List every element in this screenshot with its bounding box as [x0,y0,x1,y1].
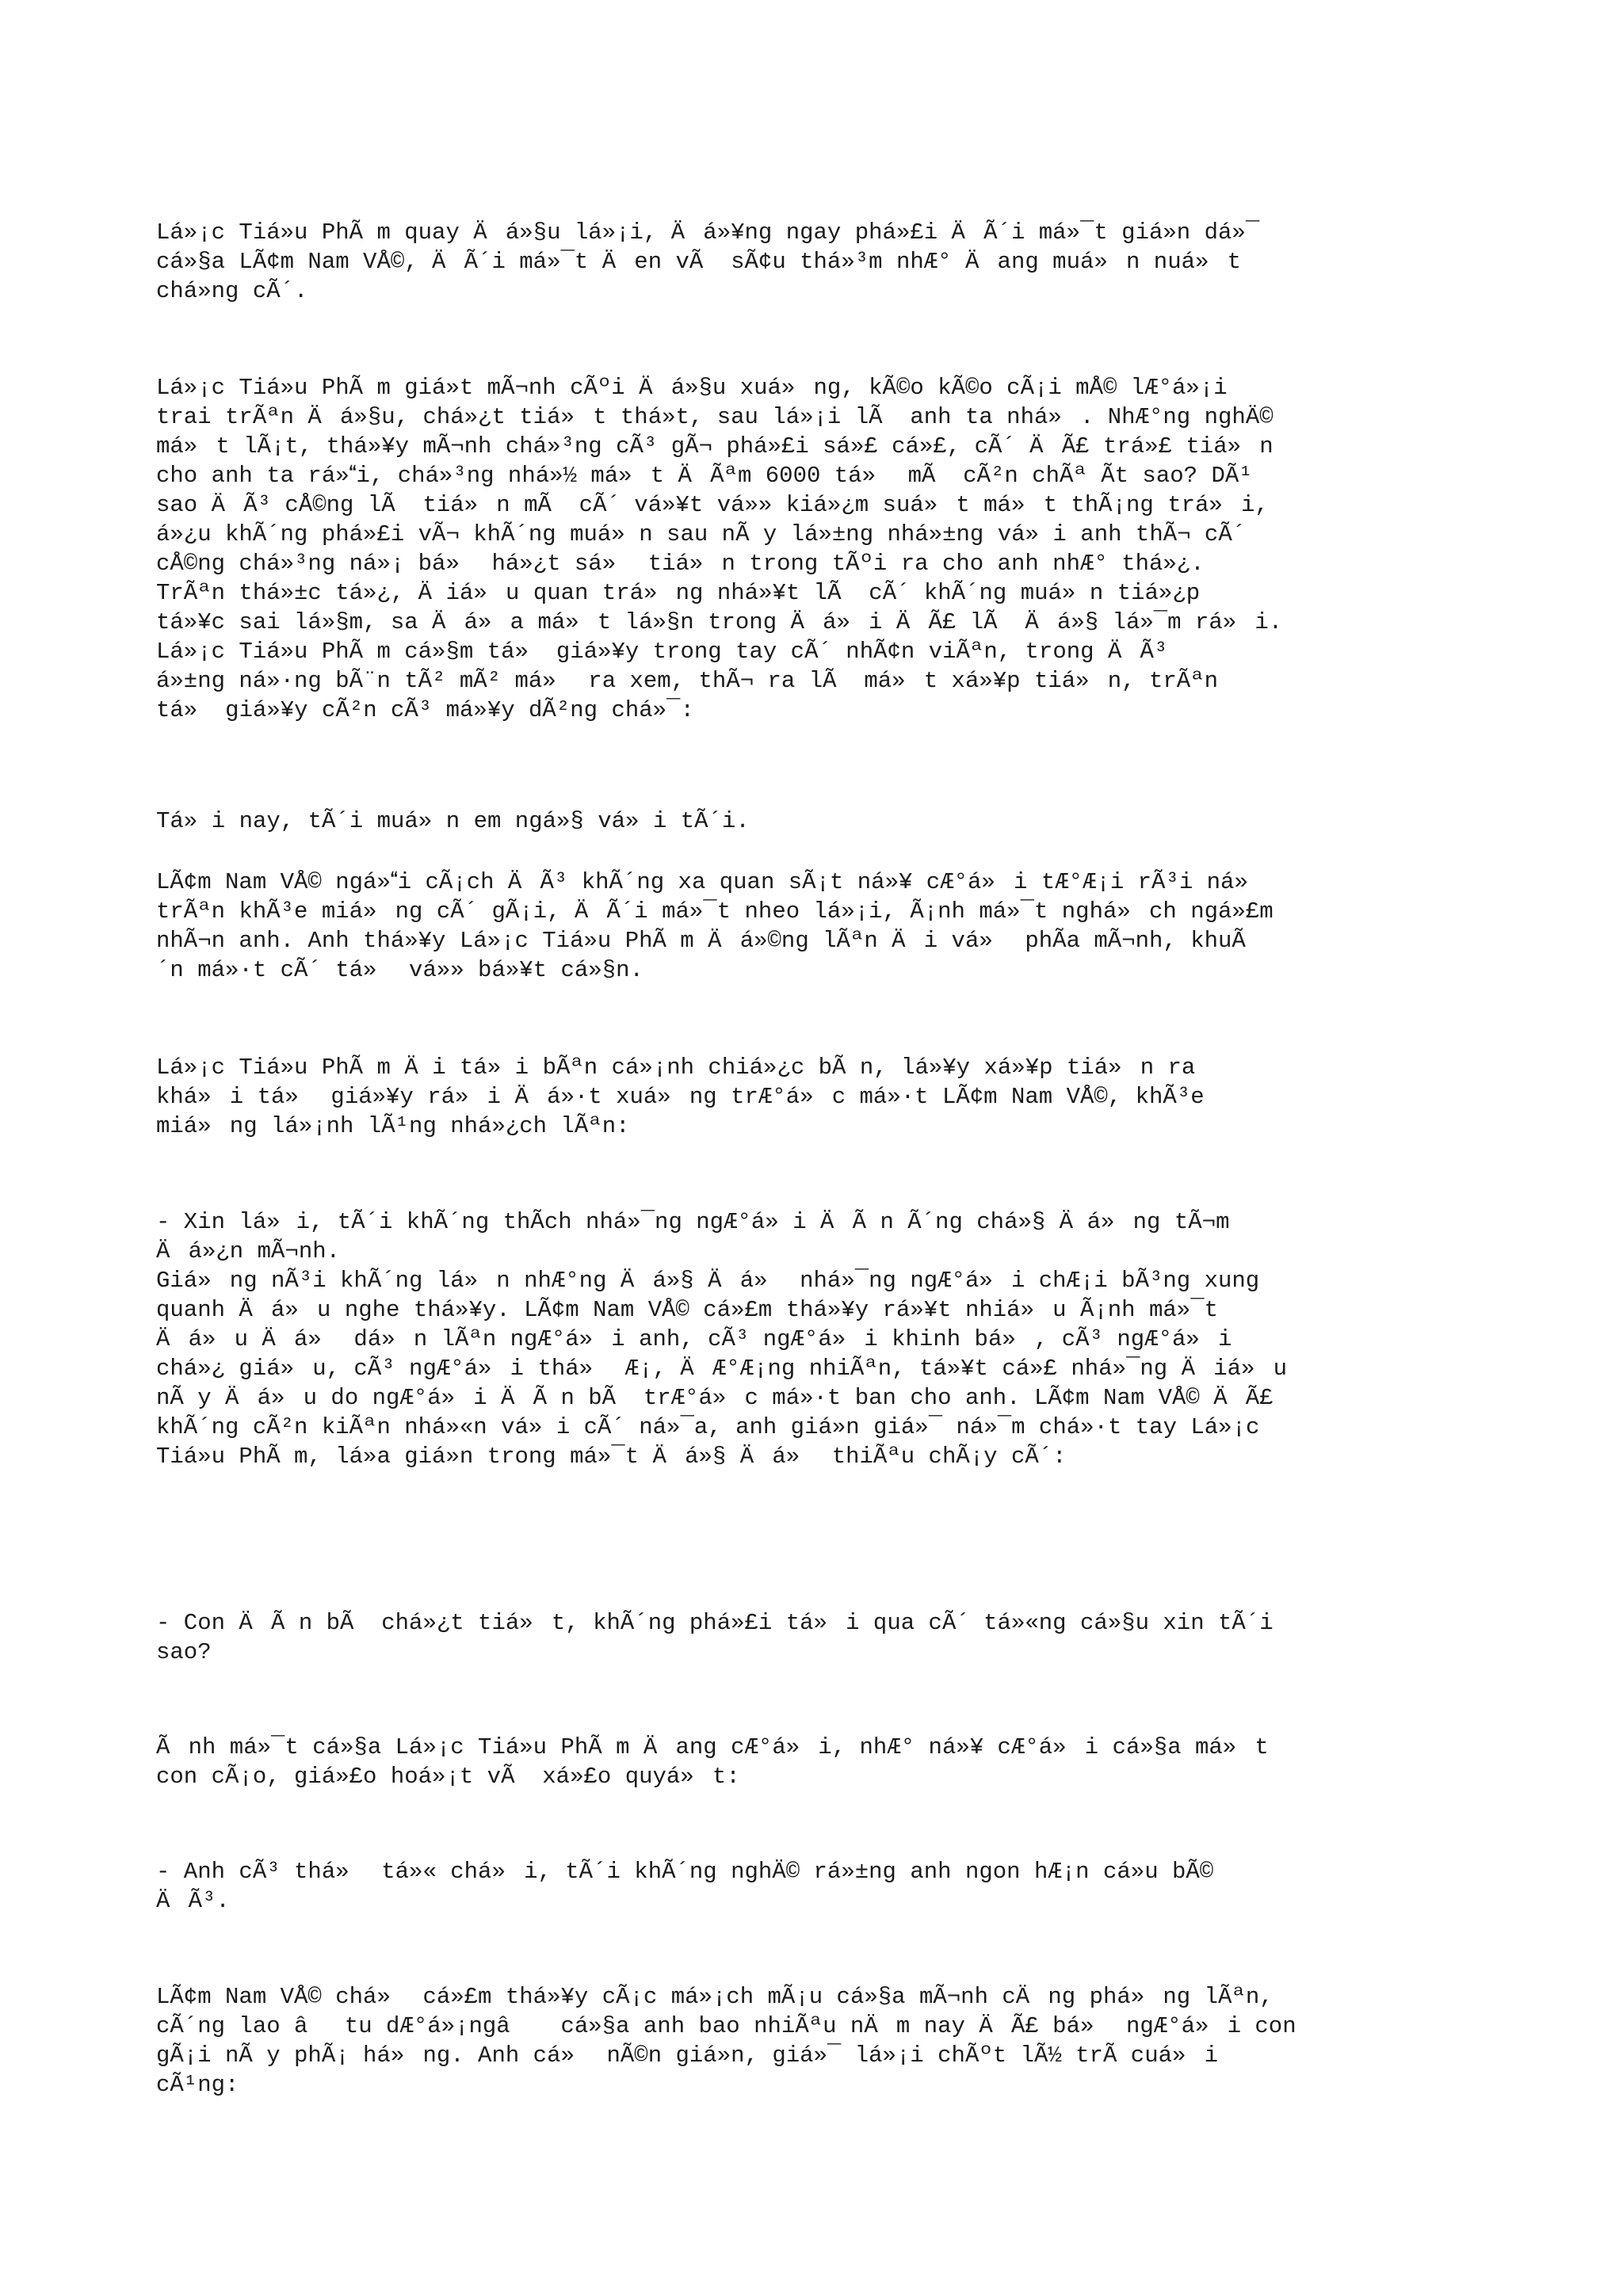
paragraph-1: Lá»¡c Tiá»u PhÃ m quay Äá»§u lá»¡i, Äá»¥ng ngay phá»£i ÄÃ´i má»¯t giá»n dá»¯ cá»§a LÃ¢m Nam VÅ©, ÄÃ´i má»¯t Äen vÃ sÃ¢u thá»³m nhÆ° Äang muá»n nuá»t chá»ng cÃ´. [156,219,1260,304]
paragraph-7: - Con ÄÃ n bÃ chá»¿t tiá»t, khÃ´ng phá»£i tá»i qua cÃ´ tá»«ng cá»§u xin tÃ´i sao? [156,1610,1274,1665]
paragraph-5: Lá»¡c Tiá»u PhÃ m Äi tá»i bÃªn cá»¡nh chiá»¿c bÃ n, lá»¥y xá»¥p tiá»n ra khá»i tá» giá»¥y rá»i Äá»·t xuá»ng trÆ°á»c má»·t LÃ¢m Nam VÅ©, khÃ³e miá»ng lá»¡nh lÃ¹ng nhá»¿ch lÃªn: [156,1055,1205,1139]
paragraph-4: LÃ¢m Nam VÅ© ngá»i cÃ¡ch ÄÃ³ khÃ´ng xa quan sÃ¡t ná»¥ cÆ°á»i tÆ°Æ¡i rÃ³i ná» trÃªn khÃ³e miá»ng cÃ´ gÃ¡i, ÄÃ´i má»¯t nheo lá»¡i, Ã¡nh má»¯t nghá»ch ngá»£m nhÃ¬n anh. Anh thá»¥y Lá»¡c Tiá»u PhÃ m Äá»©ng lÃªn Äi vá» phÃa mÃ¬nh, khuÃ ´n má»·t cÃ´ tá» vá»» bá»¥t cá»§n. [156,869,1274,983]
paragraph-6: - Xin lá»i, tÃ´i khÃ´ng thÃch nhá»¯ng ngÆ°á»i ÄÃ n Ã´ng chá»§ Äá»ng tÃ¬m Äá»¿n mÃ¬nh. Giá»ng nÃ³i khÃ´ng lá»n nhÆ°ng Äá»§ Äá» nhá»¯ng ngÆ°á»i chÆ¡i bÃ³ng xung quanh Äá»u nghe thá»¥y. LÃ¢m Nam VÅ© cá»£m thá»¥y rá»¥t nhiá»u Ã¡nh má»¯t Äá»u Äá» dá»n lÃªn ngÆ°á»i anh, cÃ³ ngÆ°á»i khinh bá», cÃ³ ngÆ°á»i chá»¿ giá» u, cÃ³ ngÆ°á»i thá» Æ¡, ÄÆ°Æ¡ng nhiÃªn, tá»¥t cá»£ nhá»¯ng Äiá»u nÃ y Äá»u do ngÆ°á»i ÄÃ n bÃ trÆ°á»c má»·t ban cho anh. LÃ¢m Nam VÅ© ÄÃ£ khÃ´ng cÃ²n kiÃªn nhá»«n vá»i cÃ´ ná»¯a, anh giá»n giá»¯ ná»¯m chá»·t tay Lá»¡c Tiá»u PhÃ m, lá»a giá»n trong má»¯t Äá»§ Äá» thiÃªu chÃ¡y cÃ´: [156,1209,1288,1470]
paragraph-2: Lá»¡c Tiá»u PhÃ m giá»t mÃ¬nh cÃºi Äá»§u xuá»ng, kÃ©o kÃ©o cÃ¡i mÅ© lÆ°á»¡i trai trÃªn Äá»§u, chá»¿t tiá»t thá»t, sau lá»¡i lÃ anh ta nhá». NhÆ°ng nghÄ© má»t lÃ¡t, thá»¥y mÃ¬nh chá»³ng cÃ³ gÃ¬ phá»£i sá»£ cá»£, cÃ´ ÄÃ£ trá»£ tiá»n cho anh ta rá»i, chá»³ng nhá»½ má»t ÄÃªm 6000 tá» mÃ cÃ²n chÃª Ãt sao? DÃ¹ sao ÄÃ³ cÅ©ng lÃ tiá»n mÃ cÃ´ vá»¥t vá»» kiá»¿m suá»t má»t thÃ¡ng trá»i, á»¿u khÃ´ng phá»£i vÃ¬ khÃ´ng muá»n sau nÃ y lá»±ng nhá»±ng vá»i anh thÃ¬ cÃ´ cÅ©ng chá»³ng ná»¡ bá» há»¿t sá» tiá»n trong tÃºi ra cho anh nhÆ° thá»¿. TrÃªn thá»±c tá»¿, Äiá»u quan trá»ng nhá»¥t lÃ cÃ´ khÃ´ng muá»n tiá»¿p tá»¥c sai lá»§m, sa Äá»a má»t lá»§n trong Äá»i ÄÃ£ lÃ Äá»§ lá»¯m rá»i. Lá»¡c Tiá»u PhÃ m cá»§m tá» giá»¥y trong tay cÃ´ nhÃ¢n viÃªn, trong ÄÃ³ á»±ng ná»·ng bÃ¨n tÃ² mÃ² má» ra xem, thÃ¬ ra lÃ má»t xá»¥p tiá»n, trÃªn tá» giá»¥y cÃ²n cÃ³ má»¥y dÃ²ng chá»¯: [156,375,1283,723]
paragraph-3: Tá»i nay, tÃ´i muá»n em ngá»§ vá»i tÃ´i. [156,808,750,834]
paragraph-9: - Anh cÃ³ thá» tá»« chá»i, tÃ´i khÃ´ng nghÄ© rá»±ng anh ngon hÆ¡n cá»u bÃ© ÄÃ³. [156,1859,1214,1914]
paragraph-10: LÃ¢m Nam VÅ© chá» cá»£m thá»¥y cÃ¡c má»¡ch mÃ¡u cá»§a mÃ¬nh cÄng phá»ng lÃªn, cÃ´ng lao âtu dÆ°á»¡ngâ cá»§a anh bao nhiÃªu nÄm nay ÄÃ£ bá» ngÆ°á»i con gÃ¡i nÃ y phÃ¡ há»ng. Anh cá» nÃ©n giá»n, giá»¯ lá»¡i chÃºt lÃ½ trÃ cuá»i cÃ¹ng: [156,1984,1296,2098]
paragraph-8: Ãnh má»¯t cá»§a Lá»¡c Tiá»u PhÃ m Äang cÆ°á»i, nhÆ° ná»¥ cÆ°á»i cá»§a má»t con cÃ¡o, giá»£o hoá»¡t vÃ xá»£o quyá»t: [156,1734,1269,1790]
